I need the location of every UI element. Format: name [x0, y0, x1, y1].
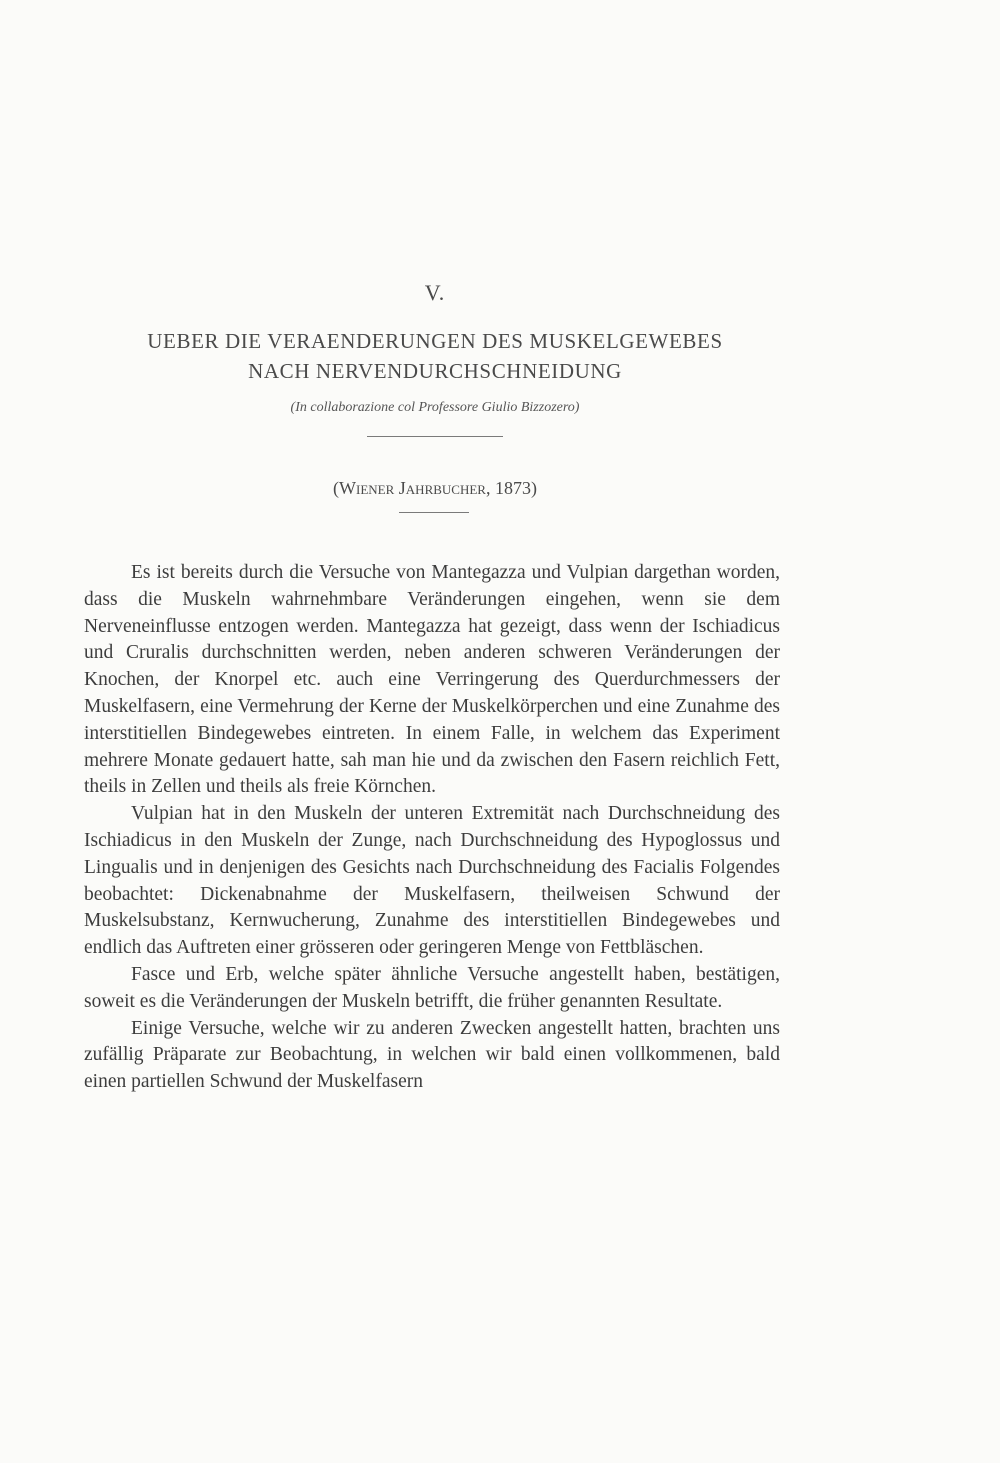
paragraph: Fasce und Erb, welche später ähnliche Versuche angestellt haben, bestätigen, soweit es die Veränderungen der Muskeln betrifft, die früher genannten Resultate. — [84, 963, 780, 1012]
paragraph: Einige Versuche, welche wir zu anderen Zwecken angestellt hatten, brachten uns zufällig Präparate zur Beobachtung, in welchen wir bald einen vollkommenen, bald einen partiellen Schwund der Muskelfasern — [84, 1017, 780, 1093]
divider-rule — [367, 436, 503, 437]
title-line-1: UEBER DIE VERAENDERUNGEN DES MUSKELGEWEBES — [147, 329, 723, 353]
divider-rule — [399, 512, 469, 513]
chapter-number: V. — [424, 280, 446, 305]
paragraph: Vulpian hat in den Muskeln der unteren Extremität nach Durchschneidung des Ischiadicus in den Muskeln der Zunge, nach Durchschneidung des Hypoglossus und Lingualis und in denjenigen des Gesichts nach Durchschneidung des Facialis Folgendes beobachtet: Dickenabnahme der Muskelfasern, theilweisen Schwund der Muskelsubstanz, Kernwucherung, Zunahme des interstitiellen Bindegewebes und endlich das Auftreten einer grösseren oder geringeren Menge von Fettbläschen. — [84, 803, 780, 959]
collaboration-note: (In collaborazione col Professore Giulio Bizzozero) — [290, 400, 580, 415]
source-citation: (Wiener Jahrbucher, 1873) — [333, 478, 537, 498]
paragraph: Es ist bereits durch die Versuche von Mantegazza und Vulpian dargethan worden, dass die Muskeln wahrnehmbare Veränderungen eingehen, wenn sie dem Nerveneinflusse entzogen werden. Mantegazza hat gezeigt, dass wenn der Ischiadicus und Cruralis durchschnitten werden, neben anderen schweren Veränderungen der Knochen, der Knorpel etc. auch eine Verringerung des Querdurchmessers der Muskelfasern, eine Vermehrung der Kerne der Muskelkörperchen und eine Zunahme des interstitiellen Bindegewebes eintreten. In einem Falle, in welchem das Experiment mehrere Monate gedauert hatte, sah man hie und da zwischen den Fasern reichlich Fett, theils in Zellen und theils als freie Körnchen. — [84, 562, 780, 798]
title-line-2: NACH NERVENDURCHSCHNEIDUNG — [248, 359, 622, 383]
body-text — [84, 560, 780, 1096]
document-title — [80, 326, 790, 386]
